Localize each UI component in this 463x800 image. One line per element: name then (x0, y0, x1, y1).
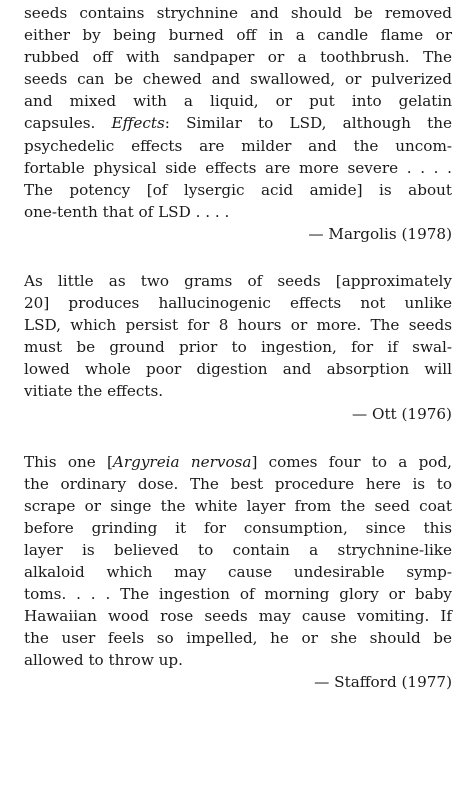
text-line: The potency [of lysergic acid amide] is about (24, 180, 452, 199)
text-line: fortable physical side effects are more severe . . . . (24, 158, 452, 177)
text-line: seeds contains strychnine and should be removed (24, 4, 452, 22)
section-spacer (24, 425, 452, 451)
passage-ott (24, 270, 452, 425)
text-line: toms. . . . The ingestion of morning glory or baby (24, 585, 452, 604)
attribution-margolis: — Margolis (1978) (308, 224, 452, 243)
text-line: lowed whole poor digestion and absorption will (24, 360, 452, 379)
text-line: either by being burned off in a candle flame or (24, 26, 452, 45)
text-line: As little as two grams of seeds [approximately (24, 271, 452, 290)
text-line: before grinding it for consumption, since this (24, 518, 452, 537)
section-spacer (24, 245, 452, 270)
text-line: vitiate the effects. (24, 382, 164, 401)
text-segment: ] comes four to a pod, (251, 452, 452, 471)
text-line: rubbed off with sandpaper or a toothbrush. The (24, 48, 452, 67)
text-line: seeds can be chewed and swallowed, or pulverized (24, 70, 452, 89)
emphasis-text: Argyreia nervosa (112, 452, 252, 471)
text-line: alkaloid which may cause undesirable symp- (24, 562, 452, 581)
text-line: layer is believed to contain a strychnine-like (24, 540, 452, 559)
text-line (24, 451, 452, 473)
text-segment: : Similar to LSD, although the (164, 114, 452, 133)
text-line: Hawaiian wood rose seeds may cause vomiting. If (24, 607, 452, 626)
text-segment: capsules. (24, 114, 112, 133)
attribution-stafford: — Stafford (1977) (314, 673, 452, 692)
text-line: the ordinary dose. The best procedure here is to (24, 474, 452, 493)
attribution-ott: — Ott (1976) (351, 404, 452, 423)
text-line: psychedelic effects are milder and the uncom- (24, 136, 452, 155)
text-line: must be ground prior to ingestion, for if swal- (24, 338, 452, 357)
text-line: allowed to throw up. (24, 651, 183, 670)
text-line (24, 112, 452, 134)
text-line: 20] produces hallucinogenic effects not unlike (24, 294, 452, 313)
text-line: one-tenth that of LSD . . . . (24, 202, 230, 221)
text-line: and mixed with a liquid, or put into gelatin (24, 92, 452, 111)
passage-margolis (24, 0, 452, 245)
text-segment: This one [ (24, 452, 113, 471)
book-page (24, 0, 452, 693)
emphasis-text: Effects (111, 114, 165, 133)
text-line: scrape or singe the white layer from the seed coat (24, 496, 452, 515)
text-line: the user feels so impelled, he or she should be (24, 629, 452, 648)
passage-stafford (24, 451, 452, 694)
text-line: LSD, which persist for 8 hours or more. The seeds (24, 316, 452, 335)
